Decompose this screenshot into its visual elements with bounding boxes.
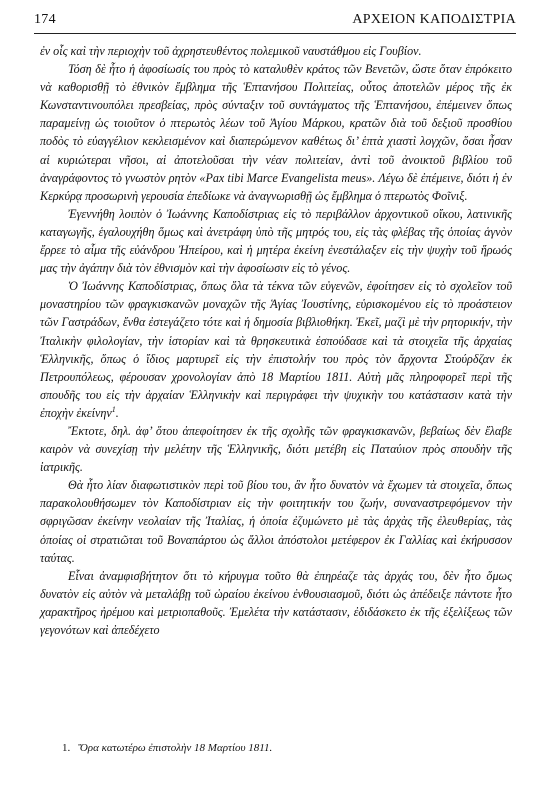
paragraph-with-footnote: Ὁ Ἰωάννης Καποδίστριας, ὅπως ὅλα τὰ τέκνα τῶν εὐγενῶν, ἐφοίτησεν εἰς τὸ σχολεῖον τοῦ μοναστηρίου τῶν φραγκισκανῶν μοναχῶν τῆς Ἁγίας Ἰουστίνης, εὑρισκομένου εἰς τὸ προάστειον τῶν Γαστράδων, ἔνθα ἐστεγάζετο τότε καὶ ἡ δημοσία βιβλιοθήκη. Ἐκεῖ, μαζὶ μὲ τὴν ρητορικήν, τὴν Ἰταλικὴν φιλολογίαν, τὴν ἱστορίαν καὶ τὰ θρησκευτικὰ ἐσπούδασε καὶ τὰ στοιχεῖα τῆς ἀρχαίας Ἑλληνικῆς, ὅπως ὁ ἴδιος μαρτυρεῖ εἰς τὴν ἐπιστολήν του πρὸς τὸν ἄρχοντα Στούρδζαν ἐκ Πετρουπόλεως, φέρουσαν χρονολογίαν ἀπὸ 18 Μαρτίου 1811. Αὐτὴ μᾶς πληροφορεῖ περὶ τῆς σπουδῆς του εἰς τὴν ἀρχαίαν Ἑλληνικὴν καὶ περιγράφει τὴν ψυχικὴν του κατάστασιν κατὰ τὴν ἐποχὴν ἐκείνην$^1$. [40, 279, 512, 420]
paragraph: Εἶναι ἀναμφισβήτητον ὅτι τὸ κήρυγμα τοῦτο θὰ ἐπηρέαζε τὰς ἀρχάς του, δὲν ἦτο ὅμως δυνατὸν εἰς αὐτὸν νὰ μεταλάβῃ τοῦ ὡραίου ἐκείνου ἐνθουσιασμοῦ, διότι ὡς ἀπέδειξε πάντοτε ἦτο χαρακτῆρος ἠρέμου καὶ μετριοπαθοῦς. Ἐμελέτα τὴν κατάστασιν, ἐδιδάσκετο ἐκ τῆς ἐξελίξεως τῶν γεγονότων καὶ ἀπεδέχετο [40, 568, 512, 637]
page-number: 174 [34, 12, 56, 27]
footnote-text: Ὅρα κατωτέρω ἐπιστολὴν 18 Μαρτίου 1811. [78, 742, 273, 754]
running-head: ΑΡΧΕΙΟΝ ΚΑΠΟΔΙΣΤΡΙΑ [352, 12, 516, 27]
paragraph-text: Ὁ Ἰωάννης Καποδίστριας, ὅπως ὅλα τὰ τέκνα τῶν εὐγενῶν, ἐφοίτησεν εἰς τὸ σχολεῖον τοῦ μοναστηρίου τῶν φραγκισκανῶν μοναχῶν τῆς Ἁγίας Ἰουστίνης, εὑρισκομένου εἰς τὸ προάστειον τῶν Γαστράδων, ἔνθα ἐστεγάζετο τότε καὶ ἡ δημοσία βιβλιοθήκη. Ἐκεῖ, μαζὶ μὲ τὴν ρητορικήν, τὴν Ἰταλικὴν φιλολογίαν, τὴν ἱστορίαν καὶ τὰ θρησκευτικὰ ἐσπούδασε καὶ τὰ στοιχεῖα τῆς ἀρχαίας Ἑλληνικῆς, ὅπως ὁ ἴδιος μαρτυρεῖ εἰς τὴν ἐπιστολήν του πρὸς τὸν ἄρχοντα Στούρδζαν ἐκ Πετρουπόλεως, φέρουσαν χρονολογίαν ἀπὸ 18 Μαρτίου 1811. Αὐτὴ μᾶς πληροφορεῖ περὶ τῆς σπουδῆς του εἰς τὴν ἀρχαίαν Ἑλληνικὴν καὶ περιγράφει τὴν ψυχικὴν του κατάστασιν κατὰ τὴν ἐποχὴν ἐκείνην [40, 279, 512, 420]
footnote-number: 1. [62, 742, 71, 754]
paragraph: Ἐγεννήθη λοιπὸν ὁ Ἰωάννης Καποδίστριας εἰς τὸ περιβάλλον ἀρχοντικοῦ οἴκου, λατινικῆς καταγωγῆς, ἑγαλουχήθη ὅμως καὶ ἀνετράφη ὑπὸ τῆς μητρός του, εἰς τὰς φλέβας τῆς ὁποίας ἁγνὸν ἔρρεε τὸ αἷμα τῆς εὐάνδρου Ἠπείρου, καὶ ἡ μητέρα ἐκείνη ἐνεστάλαξεν εἰς τὴν ψυχὴν τοῦ ἥρωός μας τὴν ἀγάπην διὰ τὸν ἐθνισμὸν καὶ τὴν ἀφοσίωσιν εἰς τὸ γένος. [40, 206, 512, 276]
body-text [40, 42, 512, 639]
footnote-reference[interactable]: 1 [111, 404, 116, 414]
page-header [34, 12, 516, 34]
paragraph: ἐν οἷς καὶ τὴν περιοχὴν τοῦ ἀχρηστευθέντος πολεμικοῦ ναυστάθμου εἰς Γουβίον. [40, 44, 422, 58]
paragraph: Ἔκτοτε, δηλ. ἀφ’ ὅτου ἀπεφοίτησεν ἐκ τῆς σχολῆς τῶν φραγκισκανῶν, βεβαίως δὲν ἔλαβε καιρὸν νὰ συνεχίσῃ τὴν μελέτην τῆς Ἑλληνικῆς, διότι μετέβη εἰς Παταύιον πρὸς σπουδὴν τῆς ἰατρικῆς. [40, 423, 512, 475]
paragraph: Τόση δὲ ἦτο ἡ ἀφοσίωσίς του πρὸς τὸ καταλυθὲν κράτος τῶν Βενετῶν, ὥστε ὅταν ἐπρόκειτο νὰ καθορισθῇ τὸ ἐθνικὸν ἔμβλημα τῆς Ἑπτανήσου Πολιτείας, οὗτος ἀποτελῶν μέρος τῆς ἐκ Κωνσταντινουπόλει πρεσβείας, πρὸς σύνταξιν τοῦ συντάγματος τῆς Ἑπτανήσου, ἐπέμεινεν ὅπως παραμείνῃ ὡς τοιοῦτον ὁ πτερωτὸς λέων τοῦ Ἁγίου Μάρκου, κρατῶν διὰ τοῦ δεξιοῦ προσθίου ποδὸς τὸ εὐαγγέλιον κεκλεισμένον καὶ διαπερώμενον καθέτως δι’ ἑπτὰ χιαστὶ λογχῶν, ὅσαι ἦσαν αἱ κυριώτεραι νῆσοι, αἱ ἀποτελοῦσαι τὴν νέαν πολιτείαν, ἀντὶ τοῦ ἀνοικτοῦ βιβλίου τοῦ ἀναγράφοντος τὸ γνωστὸν ρητὸν «Pax tibi Marce Evangelista meus». Λέγω δὲ ἐπέμεινε, διότι ἡ ἐν Κερκύρᾳ προσωρινὴ γερουσία ἐπεδίωκε νὰ ἀναγνωρισθῇ ὡς ἔμβλημα ὁ πτερωτὸς Φοῖνιξ. [40, 62, 512, 203]
header-rule [34, 33, 516, 34]
footnote [62, 741, 512, 755]
paragraph: Θὰ ἦτο λίαν διαφωτιστικὸν περὶ τοῦ βίου του, ἂν ἦτο δυνατὸν νὰ ἔχωμεν τὰ στοιχεῖα, ὅπως παρακολουθήσωμεν τὸν Καποδίστριαν εἰς τὴν φοιτητικήν του ζωήν, συναναστρεφόμενον τὴν σφριγῶσαν ἐκείνην νεολαίαν τῆς Ἰταλίας, ἡ ὁποία ἐζυμώνετο μὲ τὰς ἀρχὰς τῆς ἐλευθερίας, τὰς ὁποίας οἱ στρατιῶται τοῦ Βοναπάρτου ὡς ἄλλοι ἀπόστολοι μετέφερον ἐκ Γαλλίας καὶ ἐκήρυσσον ταύτας. [40, 478, 512, 565]
